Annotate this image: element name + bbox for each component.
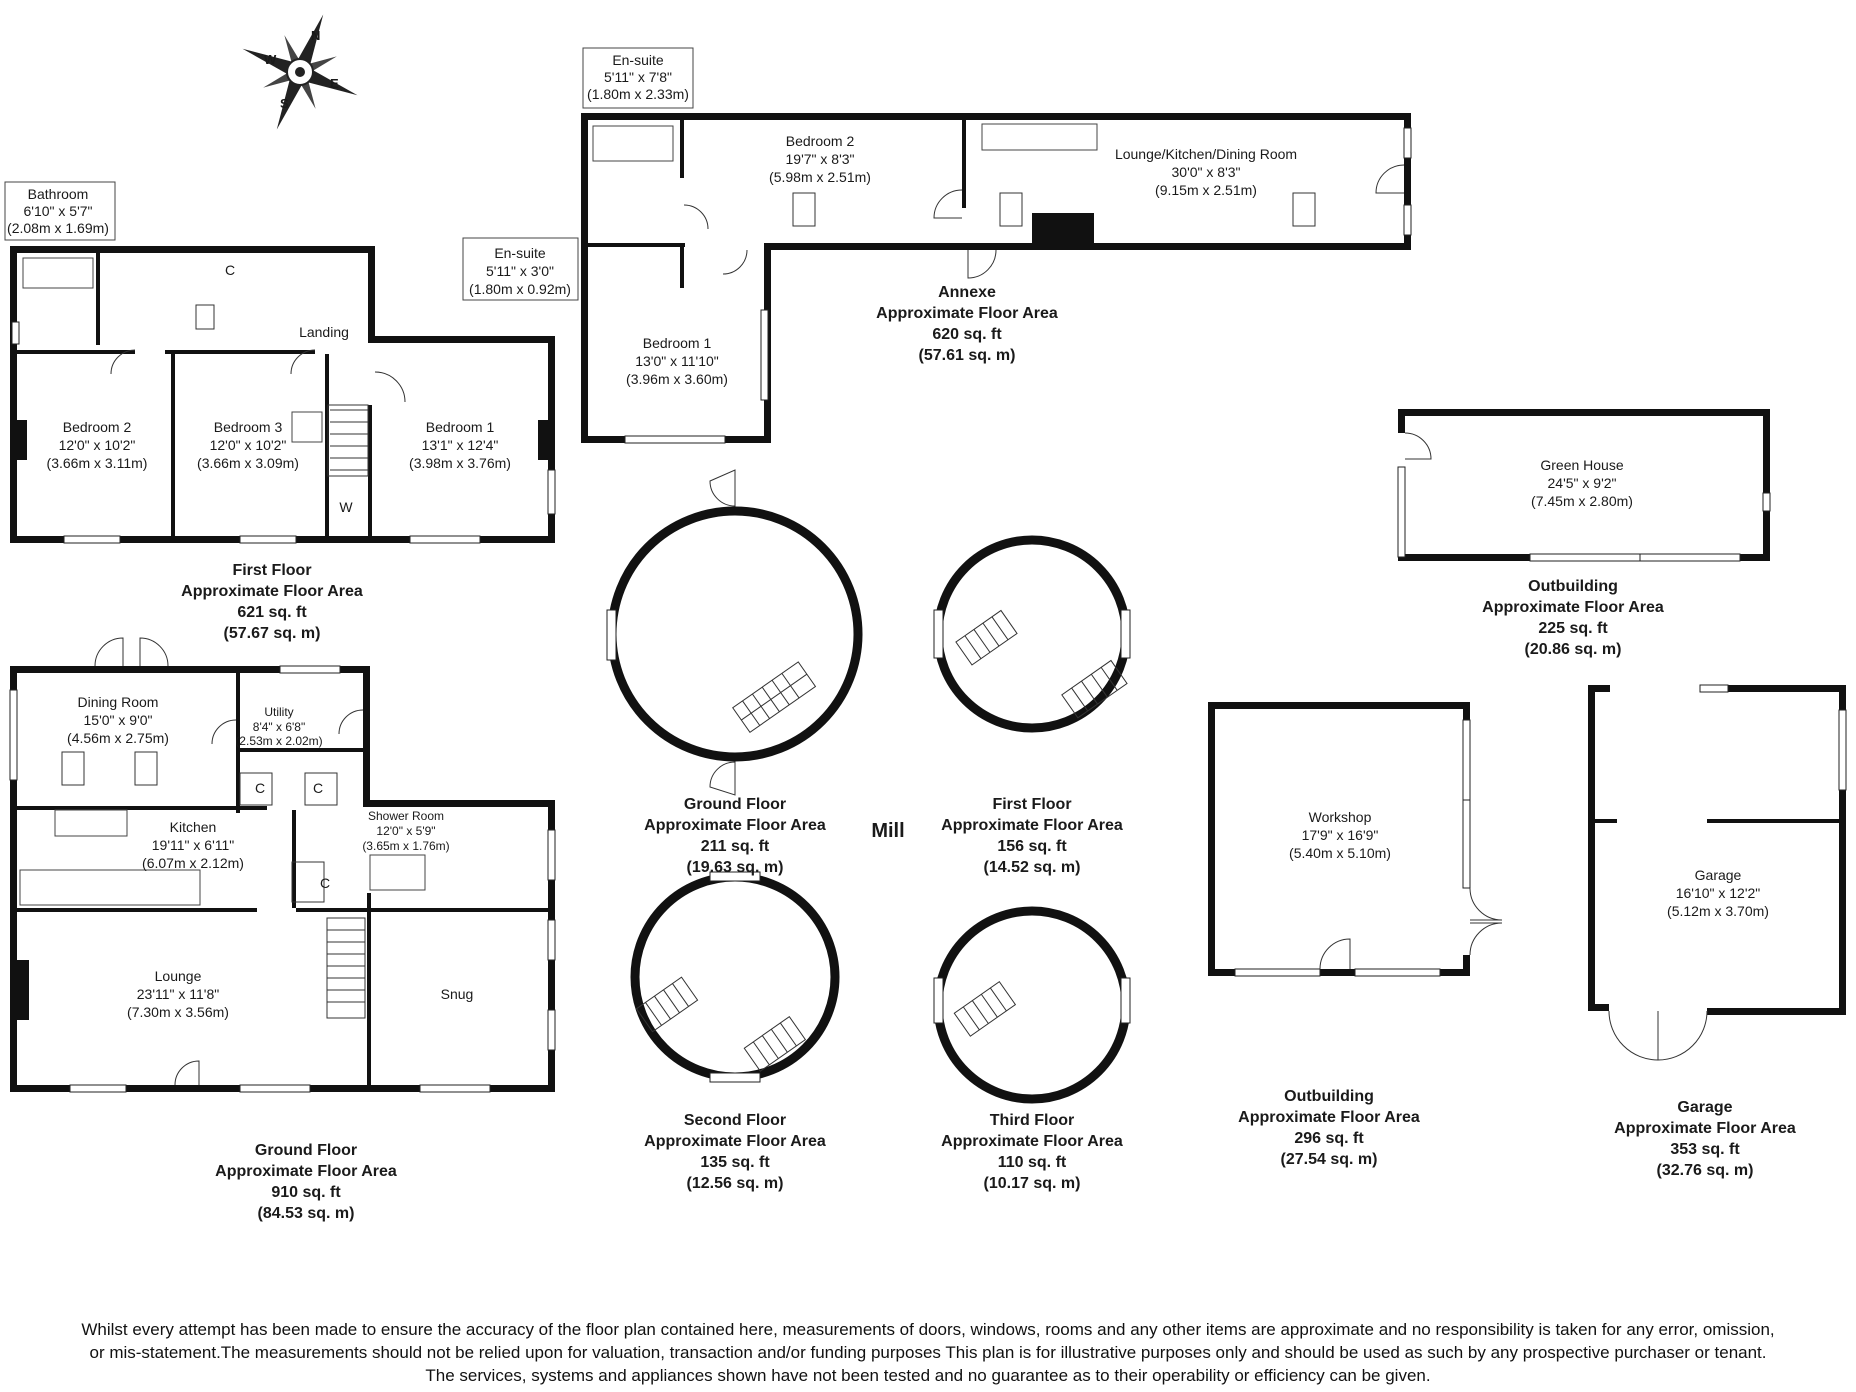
area-title: Ground Floor [254,1142,358,1159]
room-name: Dining Room [77,694,159,710]
room-metric: (2.08m x 1.69m) [7,220,109,236]
area-sqm: (32.76 sq. m) [1656,1162,1754,1179]
first-floor-wardrobe-label: W [339,499,353,515]
room-name: Green House [1540,457,1624,473]
area-sqm: (84.53 sq. m) [257,1205,355,1222]
compass-north: N [311,28,321,43]
ground-floor-utility-label [235,705,322,748]
ground-floor-snug-label: Snug [440,986,474,1002]
annexe-bedroom1-label [626,335,728,387]
room-name: Workshop [1308,809,1372,825]
area-sqft: 225 sq. ft [1538,620,1608,637]
room-imperial: 15'0" x 9'0" [83,712,153,728]
area-sqft: 910 sq. ft [271,1184,341,1201]
room-name: Bedroom 2 [62,419,132,435]
compass-west: W [264,52,277,67]
first-floor-bathroom-label [5,182,115,240]
room-metric: (2.53m x 2.02m) [235,734,323,748]
workshop-area-caption [1238,1088,1420,1168]
area-sqm: (57.67 sq. m) [223,625,321,642]
garage-room-label [1667,867,1769,919]
room-name: Lounge/Kitchen/Dining Room [1114,146,1298,162]
disclaimer-line-3: The services, systems and appliances shown have not been tested and no guarantee as to their operability or efficiency can be given. [425,1366,1431,1385]
room-imperial: 23'11" x 11'8" [136,986,220,1002]
annexe-area-caption [876,284,1058,364]
area-sqft: 620 sq. ft [932,326,1002,343]
ground-floor-cupboard-1-label: C [254,780,266,796]
area-title: First Floor [232,562,312,579]
greenhouse-room-label [1531,457,1633,509]
annexe-plan [581,113,1411,443]
area-label: Approximate Floor Area [215,1163,397,1180]
area-sqm: (57.61 sq. m) [918,347,1016,364]
room-imperial: 5'11" x 7'8" [604,69,672,85]
room-metric: (9.15m x 2.51m) [1155,182,1257,198]
room-name: Bedroom 2 [785,133,855,149]
mill-first-area-caption [941,796,1123,876]
annexe-ensuite-top-label [583,48,693,108]
annexe-bedroom2-label [769,133,871,185]
room-metric: (5.40m x 5.10m) [1289,845,1391,861]
room-imperial: 12'0" x 10'2" [209,437,287,453]
room-metric: (1.80m x 0.92m) [469,281,571,297]
first-floor-landing-label: Landing [299,324,349,340]
room-metric: (1.80m x 2.33m) [587,86,689,102]
room-imperial: 12'0" x 10'2" [58,437,136,453]
greenhouse-area-caption [1482,578,1664,658]
mill-second-area-caption [644,1112,826,1192]
first-floor-cupboard-label: C [224,262,236,278]
room-metric: (3.66m x 3.09m) [197,455,299,471]
ground-floor-dining-label [67,694,169,746]
area-label: Approximate Floor Area [941,1133,1123,1150]
area-sqft: 156 sq. ft [997,838,1067,855]
room-imperial: 13'1" x 12'4" [421,437,499,453]
room-imperial: 24'5" x 9'2" [1547,475,1617,491]
area-label: Approximate Floor Area [941,817,1123,834]
area-title: Outbuilding [1284,1088,1374,1105]
room-name: Garage [1694,867,1742,883]
room-name: Utility [264,705,294,719]
mill-label: Mill [871,820,905,842]
room-imperial: 30'0" x 8'3" [1171,164,1241,180]
room-metric: (3.98m x 3.76m) [409,455,511,471]
room-name: En-suite [612,52,664,68]
ground-floor-cupboard-3-label: C [319,875,331,891]
first-floor-bedroom2-label [47,419,148,471]
first-floor-area-caption [181,562,363,642]
area-title: Garage [1677,1099,1733,1116]
room-name: En-suite [494,245,546,261]
area-label: Approximate Floor Area [876,305,1058,322]
area-title: First Floor [992,796,1072,813]
area-sqft: 353 sq. ft [1670,1141,1740,1158]
area-sqft: 296 sq. ft [1294,1130,1364,1147]
area-sqm: (12.56 sq. m) [686,1175,784,1192]
room-name: Bathroom [27,186,89,202]
area-title: Ground Floor [683,796,787,813]
room-metric: (5.98m x 2.51m) [769,169,871,185]
ground-floor-lounge-label [127,968,229,1020]
mill-first-floor-plan [934,540,1130,728]
area-label: Approximate Floor Area [1482,599,1664,616]
area-sqm: (19.63 sq. m) [686,859,784,876]
ground-floor-cupboard-2-label: C [312,780,324,796]
mill-second-floor-plan [635,872,835,1082]
area-title: Annexe [938,284,996,301]
area-sqm: (14.52 sq. m) [983,859,1081,876]
area-label: Approximate Floor Area [181,583,363,600]
disclaimer-line-2: or mis-statement.The measurements should not be relied upon for valuation, transaction and/or funding purposes This plan is for illustrative purposes only and should be used as such by any prospective purchaser or tenant. [89,1343,1767,1362]
room-imperial: 5'11" x 3'0" [486,263,554,279]
room-imperial: 19'11" x 6'11" [151,837,235,853]
room-imperial: 8'4" x 6'8" [252,720,306,734]
room-metric: (3.96m x 3.60m) [626,371,728,387]
room-metric: (5.12m x 3.70m) [1667,903,1769,919]
mill-ground-area-caption [644,796,826,876]
room-imperial: 13'0" x 11'10" [635,353,719,369]
area-sqft: 135 sq. ft [700,1154,770,1171]
first-floor-bedroom3-label [197,419,299,471]
room-metric: (3.66m x 3.11m) [46,455,148,471]
area-label: Approximate Floor Area [644,1133,826,1150]
compass-rose-icon [240,12,360,132]
area-sqm: (20.86 sq. m) [1524,641,1622,658]
area-sqft: 110 sq. ft [997,1154,1067,1171]
room-name: Bedroom 1 [425,419,495,435]
area-sqft: 621 sq. ft [237,604,307,621]
room-name: Shower Room [367,809,445,823]
area-sqm: (10.17 sq. m) [983,1175,1081,1192]
annexe-lounge-label [1115,146,1297,198]
ground-floor-kitchen-label [142,819,244,871]
garage-area-caption [1614,1099,1796,1179]
annexe-ensuite-left-label [463,238,578,300]
area-label: Approximate Floor Area [1614,1120,1796,1137]
compass-south: S [280,96,289,111]
mill-third-floor-plan [934,911,1130,1099]
room-name: Kitchen [169,819,217,835]
mill-ground-floor-plan [607,470,858,795]
ground-floor-area-caption [215,1142,397,1222]
area-sqft: 211 sq. ft [700,838,770,855]
mill-third-area-caption [941,1112,1123,1192]
area-sqm: (27.54 sq. m) [1280,1151,1378,1168]
room-metric: (3.65m x 1.76m) [362,839,450,853]
area-title: Third Floor [989,1112,1075,1129]
area-title: Second Floor [683,1112,787,1129]
room-imperial: 6'10" x 5'7" [23,203,93,219]
room-name: Lounge [154,968,202,984]
room-metric: (6.07m x 2.12m) [142,855,244,871]
area-title: Outbuilding [1528,578,1618,595]
room-name: Bedroom 1 [642,335,712,351]
room-metric: (7.30m x 3.56m) [127,1004,229,1020]
first-floor-bedroom1-label [409,419,511,471]
disclaimer-line-1: Whilst every attempt has been made to ensure the accuracy of the floor plan contained here, measurements of doors, windows, rooms and any other items are approximate and no responsibility is taken for any error, omission, [81,1320,1775,1339]
room-imperial: 17'9" x 16'9" [1301,827,1379,843]
room-metric: (7.45m x 2.80m) [1531,493,1633,509]
room-imperial: 12'0" x 5'9" [376,824,436,838]
area-label: Approximate Floor Area [644,817,826,834]
room-name: Bedroom 3 [213,419,283,435]
room-metric: (4.56m x 2.75m) [67,730,169,746]
area-label: Approximate Floor Area [1238,1109,1420,1126]
disclaimer [0,1318,1856,1387]
workshop-room-label [1289,809,1391,861]
ground-floor-shower-label [362,809,449,853]
room-imperial: 16'10" x 12'2" [1675,885,1761,901]
compass-east: E [330,76,339,91]
room-imperial: 19'7" x 8'3" [785,151,855,167]
